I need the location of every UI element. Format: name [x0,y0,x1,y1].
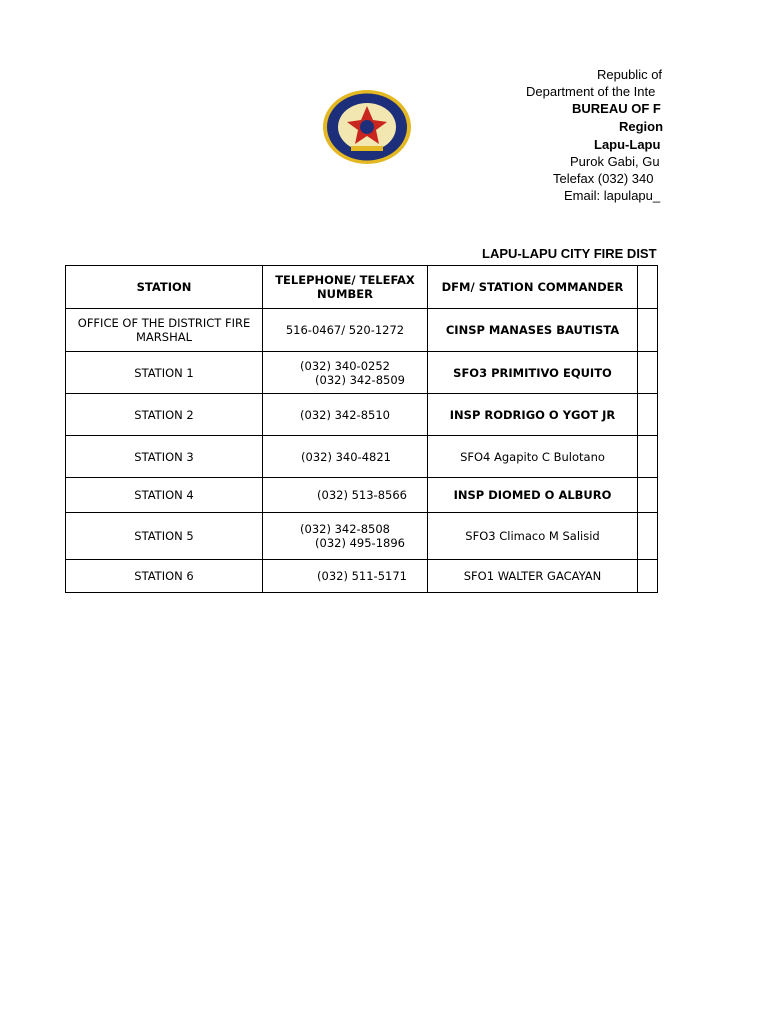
commander-cell: SFO3 PRIMITIVO EQUITO [428,352,638,394]
telephone-line2: (032) 342-8509 [315,372,405,387]
station-cell: STATION 4 [66,478,263,513]
telephone-cell [263,352,428,394]
commander-cell: SFO4 Agapito C Bulotano [428,436,638,478]
commander-cell: SFO3 Climaco M Salisid [428,513,638,560]
extra-cell [638,560,658,593]
extra-cell [638,309,658,352]
commander-cell: CINSP MANASES BAUTISTA [428,309,638,352]
bfp-seal-icon [321,88,413,166]
document-title: LAPU-LAPU CITY FIRE DIST [482,246,657,261]
header-telefax: Telefax (032) 340 [553,171,654,186]
table-row [66,560,658,593]
telephone-cell [263,513,428,560]
extra-cell [638,513,658,560]
telephone-line1: (032) 342-8508 [300,522,390,536]
col-header-extra [638,266,658,309]
col-header-commander: DFM/ STATION COMMANDER [428,266,638,309]
table-row [66,436,658,478]
header-bureau: BUREAU OF F [572,101,661,116]
telephone-cell: (032) 513-8566 [263,478,428,513]
station-cell: STATION 5 [66,513,263,560]
extra-cell [638,478,658,513]
header-city: Lapu-Lapu [594,137,661,152]
header-address: Purok Gabi, Gu [570,154,660,169]
station-cell: STATION 1 [66,352,263,394]
commander-cell: SFO1 WALTER GACAYAN [428,560,638,593]
table-row [66,394,658,436]
telephone-cell: 516-0467/ 520-1272 [263,309,428,352]
table-row [66,309,658,352]
station-cell: STATION 6 [66,560,263,593]
station-directory-table [65,265,658,593]
extra-cell [638,436,658,478]
table-row [66,352,658,394]
station-cell: STATION 3 [66,436,263,478]
header-region: Region [619,119,663,134]
col-header-telephone [263,266,428,309]
station-cell: OFFICE OF THE DISTRICT FIRE MARSHAL [66,309,263,352]
station-cell: STATION 2 [66,394,263,436]
extra-cell [638,352,658,394]
commander-cell: INSP RODRIGO O YGOT JR [428,394,638,436]
telephone-cell: (032) 342-8510 [263,394,428,436]
table-header-row [66,266,658,309]
telephone-line1: (032) 340-0252 [300,358,390,373]
table-row [66,478,658,513]
col-header-telephone-line1: TELEPHONE/ TELEFAX [275,273,415,287]
telephone-cell: (032) 340-4821 [263,436,428,478]
col-header-telephone-line2: NUMBER [317,287,373,301]
extra-cell [638,394,658,436]
col-header-station: STATION [66,266,263,309]
telephone-line2: (032) 495-1896 [315,536,405,550]
header-republic: Republic of [597,67,663,82]
telephone-cell: (032) 511-5171 [263,560,428,593]
commander-cell: INSP DIOMED O ALBURO [428,478,638,513]
header-email: Email: lapulapu_ [564,188,661,203]
header-department: Department of the Inte [526,84,656,99]
table-row [66,513,658,560]
